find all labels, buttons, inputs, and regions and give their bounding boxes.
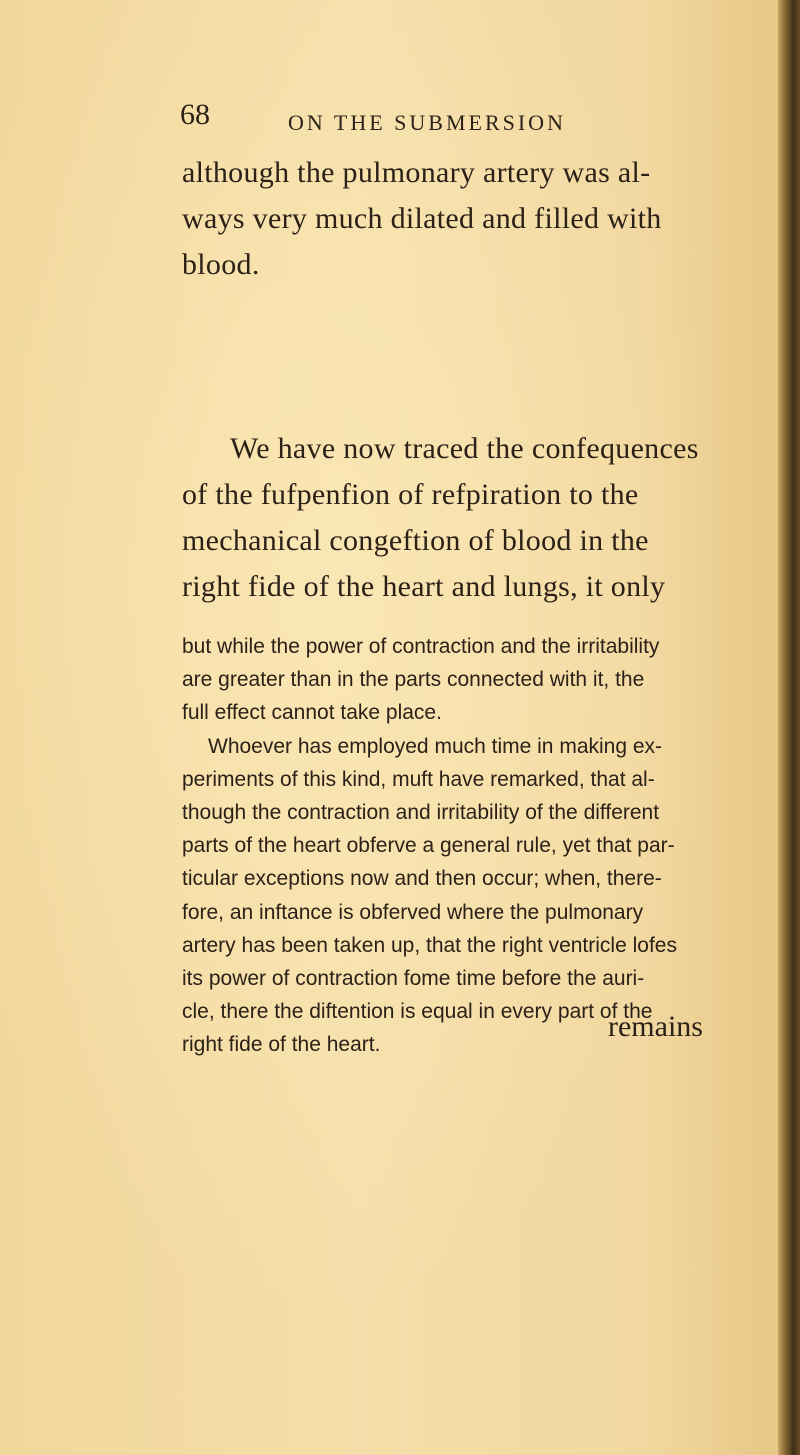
text-line: although the pulmonary artery was al-: [182, 156, 651, 189]
page-number: 68: [180, 98, 210, 131]
text-line: ways very much dilated and filled with: [182, 202, 662, 235]
footnote-line: though the contraction and irritability of the different: [182, 801, 660, 825]
footnote-line: artery has been taken up, that the right ventricle lofes: [182, 933, 677, 957]
footnote-line: cle, there the diftention is equal in every part of the: [182, 1000, 653, 1024]
footnote-line: its power of contraction fome time before the auri-: [182, 967, 645, 991]
footnote-line: fore, an inftance is obferved where the pulmonary: [182, 900, 644, 924]
footnote-line: Whoever has employed much time in making ex-: [208, 734, 663, 758]
footnote-line: ticular exceptions now and then occur; when, there-: [182, 867, 662, 891]
running-head: ON THE SUBMERSION: [288, 110, 566, 135]
footnote-line: full effect cannot take place.: [182, 701, 442, 725]
footnote-line: periments of this kind, muft have remarked, that al-: [182, 767, 655, 791]
footnote-line: are greater than in the parts connected with it, the: [182, 668, 645, 692]
text-line: mechanical congeftion of blood in the: [182, 524, 649, 557]
footnote-line: right fide of the heart.: [182, 1033, 381, 1057]
text-line: of the fufpenfion of refpiration to the: [182, 478, 639, 511]
text-line: We have now traced the confequences: [230, 432, 699, 465]
footnote-line: but while the power of contraction and the irritability: [182, 635, 660, 658]
footnote-line: parts of the heart obferve a general rule, yet that par-: [182, 834, 675, 858]
paragraph-1: [182, 150, 762, 288]
footnote: [182, 630, 762, 1062]
paragraph-2: [182, 426, 762, 610]
text-line: blood.: [182, 248, 260, 281]
text-line: right fide of the heart and lungs, it only: [182, 570, 666, 603]
page-header: [180, 98, 740, 144]
catchword: remains: [608, 1010, 703, 1043]
page-edge-binding: [778, 0, 800, 1455]
